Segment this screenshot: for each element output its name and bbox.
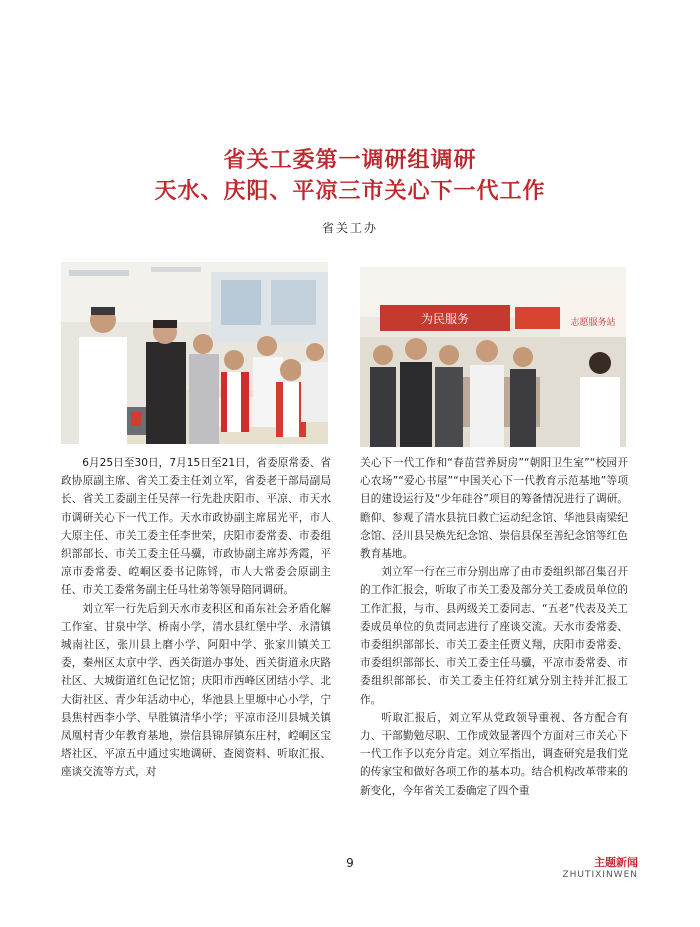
paragraph: 听取汇报后，刘立军从党政领导重视、各方配合有力、干部勤勉尽职、工作成效显著四个方面对三市关心下一代工作予以充分肯定。刘立军指出，调查研究是我们党的传家宝和做好各项工作的基本功。结合机构改革带来的新变化，今年省关工委确定了四个重 — [360, 711, 628, 797]
paragraph: 刘立军一行先后到天水市麦积区和甬东社会矛盾化解工作室、甘泉中学、桥南小学，清水县红堡中学、永清镇城南社区，张川县上磨小学、阿阳中学、张家川镇关工委，秦州区太京中学、西关街道办事处、西关街道永庆路社区、大城街道红色记忆馆；庆阳市西峰区团结小学、北大街社区、青少年活动中心，华池县上里塬中心小学，宁县焦村西李小学、早胜镇清华小学；平凉市泾川县城关镇凤凰村青少年教育基地，崇信县锦屏镇东庄村，崆峒区宝塔社区、平凉五中通过实地调研、查阅资料、听取汇报、座谈交流等方式，对 — [61, 602, 331, 779]
paragraph: 刘立军一行在三市分别出席了由市委组织部召集召开的工作汇报会，听取了市关工委及部分关工委成员单位的工作汇报，与市、县两级关工委同志、“五老”代表及关工委成员单位的负责同志进行了座谈交流。天水市委常委、市委组织部部长、市关工委主任贾义翔，庆阳市委常委、市委组织部部长、市关工委主任马骥，平凉市委常委、市委组织部部长、市关工委主任符红斌分别主持并汇报工作。 — [360, 566, 628, 706]
photo-sign-text: 志愿服务站 — [570, 318, 616, 328]
article-author: 省关工办 — [321, 221, 378, 235]
photo-banner-text: 为民服务 — [420, 312, 470, 326]
page-number: 9 — [346, 856, 354, 870]
paragraph: 关心下一代工作和“春苗营养厨房”“朝阳卫生室”“校园开心农场”“爱心书屋”“中国关心下一代教育示范基地”等项目的建设运行及“少年硅谷”项目的筹备情况进行了调研。瞻仰、参观了清水县抗日救亡运动纪念馆、华池县南梁纪念馆、泾川县吴焕先纪念馆、崇信县保至善纪念馆等红色教育基地。 — [360, 457, 628, 561]
paragraph: 6月25日至30日，7月15日至21日，省委原常委、省政协原副主席、省关工委主任刘立军，省委老干部局副局长、省关工委副主任吴萍一行先赴庆阳市、平凉、市天水市调研关心下一代工作。天水市政协副主席屈光平，市人大原主任、市关工委主任李世荣，庆阳市委常委、市委组织部部长、市关工委主任马骥，市政协副主席苏秀霞，平凉市委常委、崆峒区委书记陈锊，市人大常委会原副主任、市关工委常务副主任马壮弟等领导陪同调研。 — [61, 457, 331, 597]
photo-robotics-classroom — [61, 262, 328, 444]
brand-cn: 主题新闻 — [594, 856, 638, 869]
brand-mark — [562, 854, 638, 880]
photo-service-center — [360, 267, 626, 447]
article-title-line2: 天水、庆阳、平凉三市关心下一代工作 — [154, 178, 546, 204]
photo-robotics-classroom-art — [61, 262, 328, 444]
text-column-right — [360, 454, 628, 800]
photo-service-center-art — [360, 267, 626, 447]
brand-en: ZHUTIXINWEN — [562, 870, 638, 880]
article-title-line1: 省关工委第一调研组调研 — [223, 147, 477, 173]
text-column-left — [61, 454, 331, 782]
